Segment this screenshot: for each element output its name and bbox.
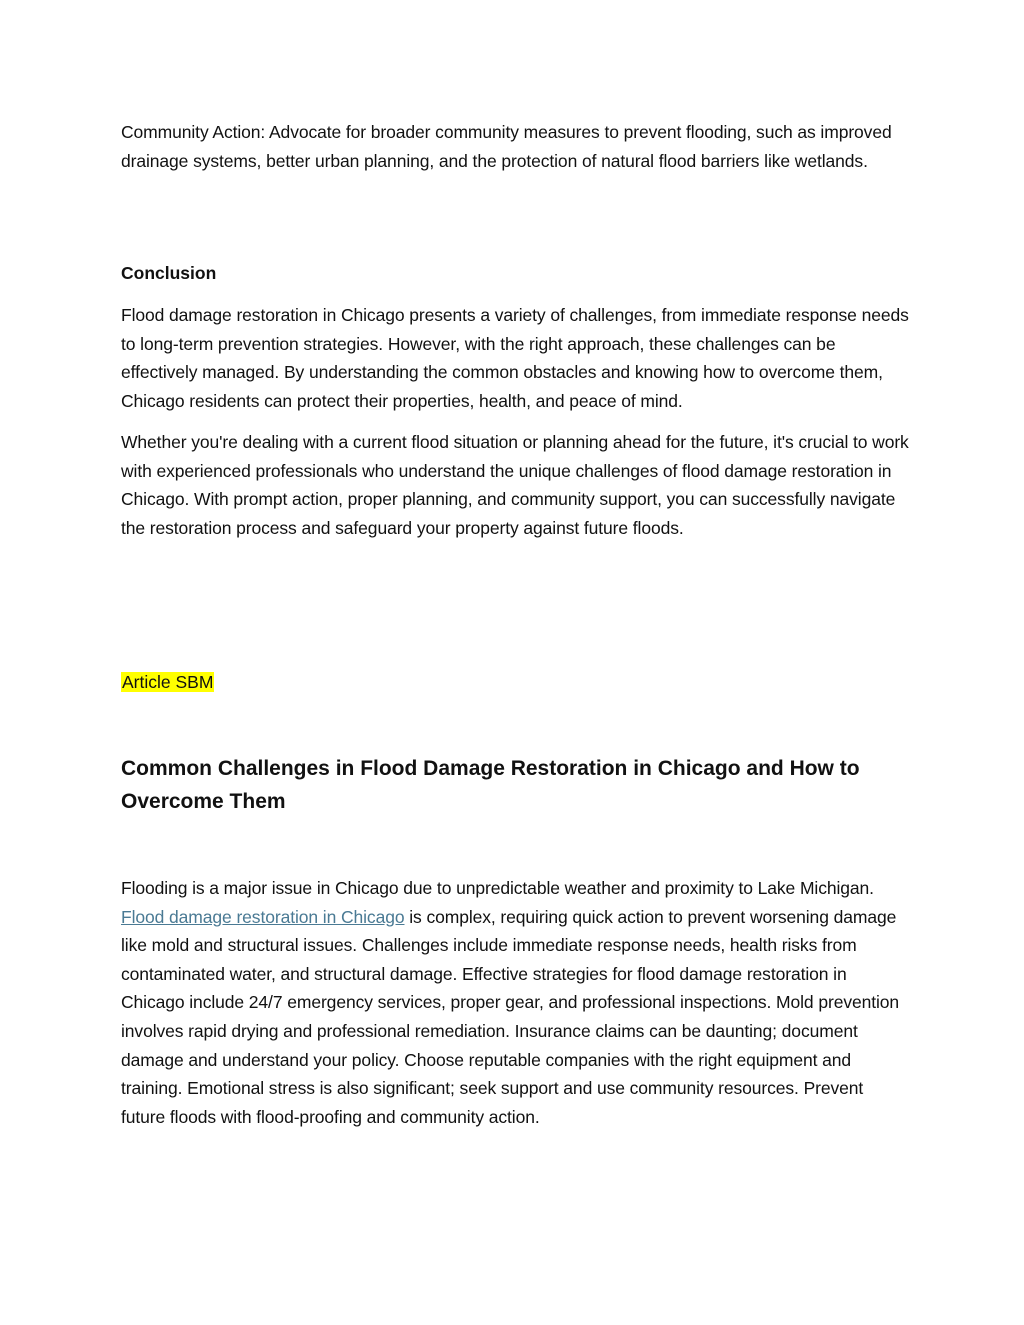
flood-damage-restoration-link[interactable]: Flood damage restoration in Chicago [121, 906, 405, 927]
article-tag-highlight: Article SBM [122, 672, 214, 692]
conclusion-paragraph-2: Whether you're dealing with a current flood situation or planning ahead for the future, it's crucial to work with experienced professionals who understand the unique challenges of flood damage restoration in Chicago. With prompt action, proper planning, and community support, you can successfully navigate the restoration process and safeguard your property against future floods. [121, 432, 909, 538]
article-tag [121, 670, 214, 694]
conclusion-heading: Conclusion [121, 263, 217, 283]
summary-body-text: is complex, requiring quick action to prevent worsening damage like mold and structural issues. Challenges include immediate response needs, health risks from contaminated water, and structural damage. Effective strategies for flood damage restoration in Chicago include 24/7 emergency services, proper gear, and professional inspections. Mold prevention involves rapid drying and professional remediation. Insurance claims can be daunting; document damage and understand your policy. Choose reputable companies with the right equipment and training. Emotional stress is also significant; seek support and use community resources. Prevent future floods with flood-proofing and community action. [121, 906, 900, 1127]
conclusion-paragraph-1: Flood damage restoration in Chicago presents a variety of challenges, from immediate response needs to long-term prevention strategies. However, with the right approach, these challenges can be effectively managed. By understanding the common obstacles and knowing how to overcome them, Chicago residents can protect their properties, health, and peace of mind. [121, 305, 909, 411]
summary-paragraph [121, 874, 911, 1131]
summary-intro-text: Flooding is a major issue in Chicago due to unpredictable weather and proximity to Lake Michigan. [121, 878, 874, 898]
article-title: Common Challenges in Flood Damage Restoration in Chicago and How to Overcome Them [121, 757, 860, 813]
community-action-paragraph: Community Action: Advocate for broader community measures to prevent flooding, such as improved drainage systems, better urban planning, and the protection of natural flood barriers like wetlands. [121, 122, 892, 171]
